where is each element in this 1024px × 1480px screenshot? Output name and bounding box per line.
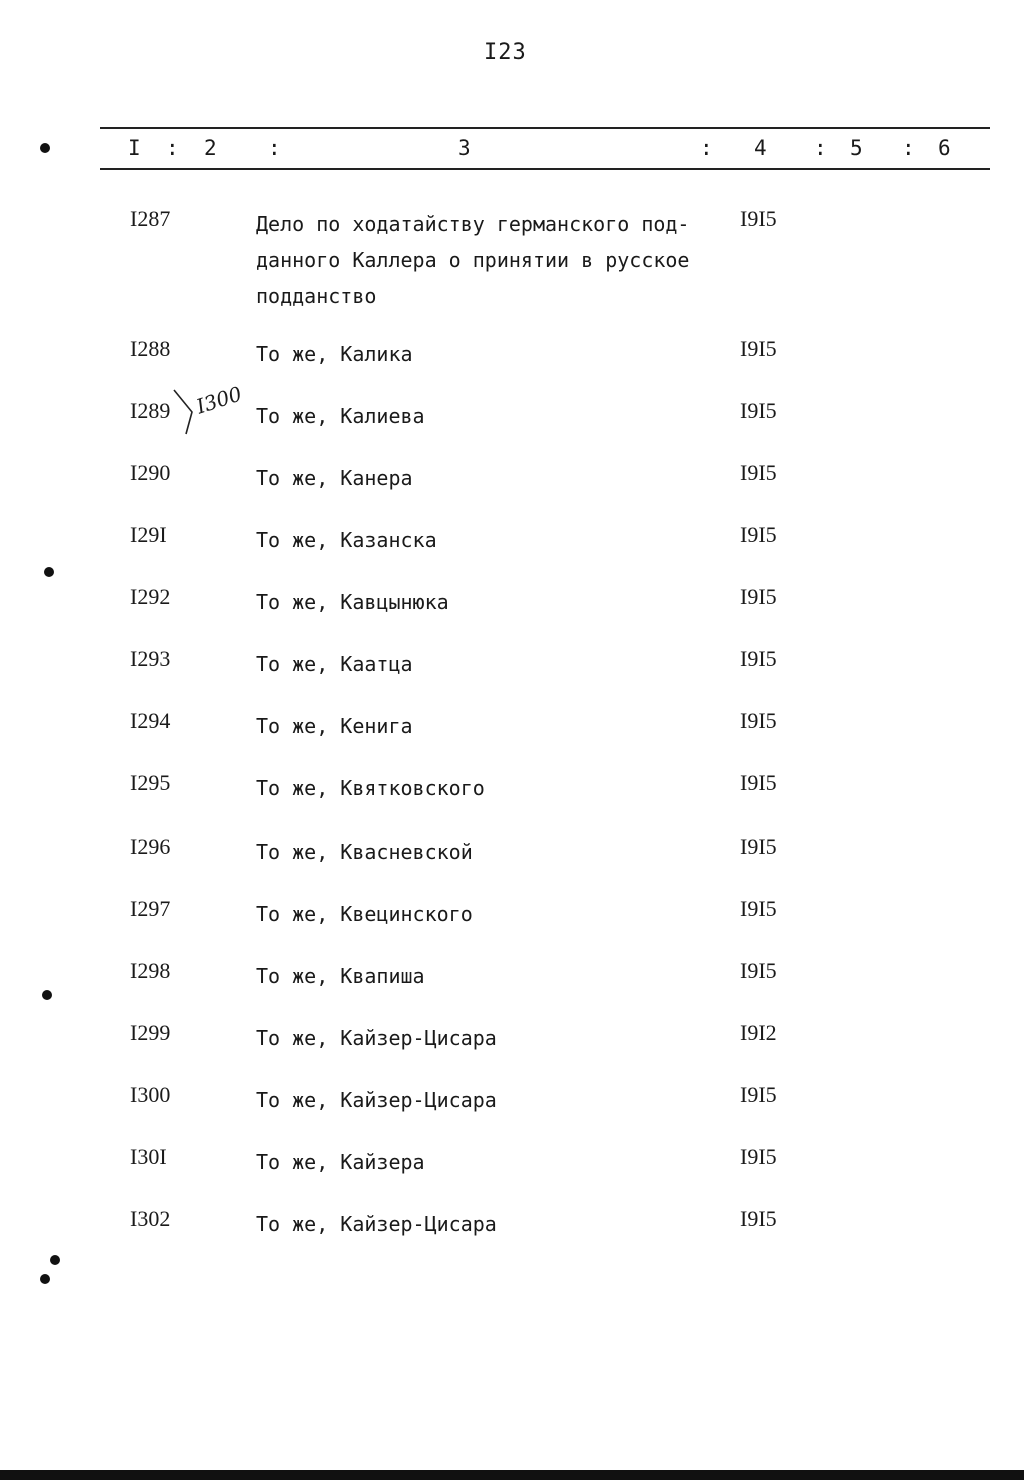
- case-number: I294: [130, 708, 171, 733]
- case-year: I9I5: [740, 1206, 777, 1231]
- case-title: То же, Квецинского: [256, 902, 473, 926]
- case-year: I9I5: [740, 522, 777, 547]
- case-year: I9I5: [740, 896, 777, 921]
- case-title: То же, Кавцынюка: [256, 590, 449, 614]
- case-title: То же, Канера: [256, 466, 413, 490]
- case-year: I9I5: [740, 1144, 777, 1169]
- case-title: То же, Калиева: [256, 404, 425, 428]
- header-bottom-rule: [100, 168, 990, 170]
- case-title: То же, Кайзер-Цисара: [256, 1088, 497, 1112]
- case-year: I9I5: [740, 1082, 777, 1107]
- case-number: I293: [130, 646, 171, 671]
- case-title: То же, Квасневской: [256, 840, 473, 864]
- handwritten-note: I300: [193, 381, 245, 419]
- case-year: I9I5: [740, 460, 777, 485]
- case-year: I9I5: [740, 336, 777, 361]
- case-year: I9I5: [740, 770, 777, 795]
- column-separator: :: [268, 136, 281, 160]
- header-top-rule: [100, 127, 990, 129]
- column-header-6: 6: [938, 136, 951, 160]
- case-title: То же, Калика: [256, 342, 413, 366]
- case-number: I29I: [130, 522, 167, 547]
- column-header-2: 2: [204, 136, 217, 160]
- case-number: I295: [130, 770, 171, 795]
- case-title: То же, Квапиша: [256, 964, 425, 988]
- case-number: I287: [130, 206, 171, 231]
- column-separator: :: [814, 136, 827, 160]
- punch-hole-mark: [42, 990, 52, 1000]
- case-title: То же, Кенига: [256, 714, 413, 738]
- punch-hole-mark: [40, 1274, 50, 1284]
- case-year: I9I5: [740, 398, 777, 423]
- case-title: То же, Казанска: [256, 528, 437, 552]
- case-year: I9I2: [740, 1020, 777, 1045]
- case-number: I292: [130, 584, 171, 609]
- case-number: I300: [130, 1082, 171, 1107]
- column-separator: :: [902, 136, 915, 160]
- case-number: I302: [130, 1206, 171, 1231]
- column-separator: :: [700, 136, 713, 160]
- case-number: I30I: [130, 1144, 167, 1169]
- column-header-1: I: [128, 136, 141, 160]
- case-number: I299: [130, 1020, 171, 1045]
- case-year: I9I5: [740, 646, 777, 671]
- case-title: То же, Кайзер-Цисара: [256, 1212, 497, 1236]
- case-year: I9I5: [740, 584, 777, 609]
- punch-hole-mark: [40, 143, 50, 153]
- case-title: То же, Кайзер-Цисара: [256, 1026, 497, 1050]
- case-year: I9I5: [740, 834, 777, 859]
- case-title: То же, Квятковского: [256, 776, 485, 800]
- case-number: I297: [130, 896, 171, 921]
- case-number: I289: [130, 398, 171, 423]
- column-header-5: 5: [850, 136, 863, 160]
- case-title: Дело по ходатайству германского под-данного Каллера о принятии в русское подданство: [256, 212, 690, 308]
- punch-hole-mark: [50, 1255, 60, 1265]
- case-title: То же, Каатца: [256, 652, 413, 676]
- case-number: I298: [130, 958, 171, 983]
- page-number: I23: [484, 40, 527, 65]
- column-separator: :: [166, 136, 179, 160]
- punch-hole-mark: [44, 567, 54, 577]
- case-number: I296: [130, 834, 171, 859]
- column-header-4: 4: [754, 136, 767, 160]
- case-year: I9I5: [740, 708, 777, 733]
- case-year: I9I5: [740, 206, 777, 231]
- case-number: I288: [130, 336, 171, 361]
- case-title: То же, Кайзера: [256, 1150, 425, 1174]
- case-number: I290: [130, 460, 171, 485]
- column-header-3: 3: [458, 136, 471, 160]
- scan-bottom-edge: [0, 1470, 1024, 1480]
- case-year: I9I5: [740, 958, 777, 983]
